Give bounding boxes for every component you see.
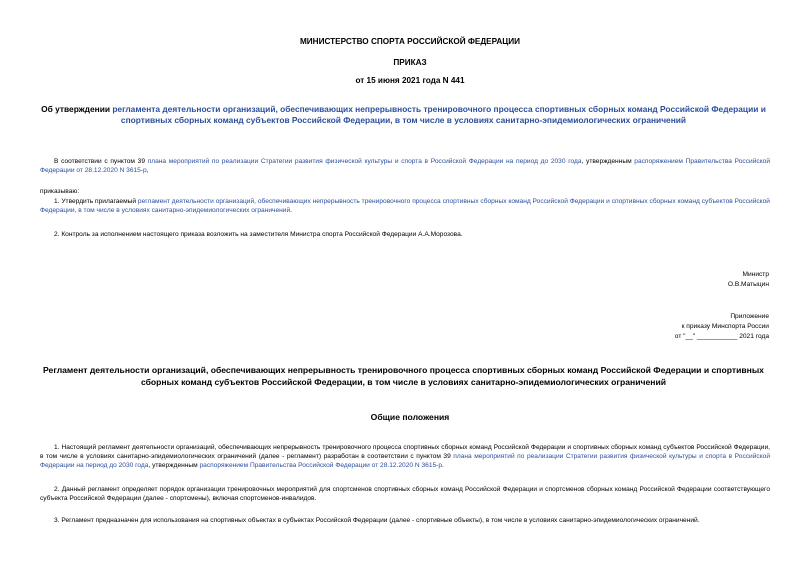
regulation-item-3: 3. Регламент предназначен для использования на спортивных объектах в субъектах Российской Федерации (далее - спортивные объекты), в том числе в условиях санитарно-эпидемиологических ограничений. <box>54 517 700 524</box>
order-date: от 15 июня 2021 года N 441 <box>355 76 465 85</box>
order-item-1 <box>40 197 770 215</box>
regulation-strategy-plan-link[interactable]: плана мероприятий по реализации Стратегии развития физической культуры и спорта в Российской Федерации на период до 2030 года <box>40 453 771 469</box>
section-heading-general: Общие положения <box>370 412 450 422</box>
regulation-item-1 <box>40 443 770 470</box>
preamble-text-c: , <box>146 167 149 174</box>
signature-title: Министр <box>742 271 769 278</box>
ministry-heading: МИНИСТЕРСТВО СПОРТА РОССИЙСКОЙ ФЕДЕРАЦИИ <box>299 37 521 46</box>
signature-name: О.В.Матыцин <box>727 281 769 288</box>
regulation-item-1-text-c: . <box>442 462 444 469</box>
preamble-text-a: В соответствии с пунктом 39 <box>54 158 148 165</box>
regulation-government-order-link[interactable]: распоряжением Правительства Российской Федерации от 28.12.2020 N 3615-р <box>199 462 443 469</box>
strategy-plan-link[interactable]: плана мероприятий по реализации Стратегии развития физической культуры и спорта в Российской Федерации на период до 2030 года <box>147 158 582 165</box>
regulation-title: Регламент деятельности организаций, обеспечивающих непрерывность тренировочного процесса спортивных сборных команд Российской Федерации и спортивных сборных команд субъектов Российской Федерации, в том числе в условиях санитарно-эпидемиологических ограничений <box>43 365 764 387</box>
regulation-item-1-text-b: , утвержденным <box>148 462 200 469</box>
appendix-label: Приложение <box>730 313 769 320</box>
order-subject <box>40 104 767 126</box>
preamble-text-b: , утвержденным <box>581 158 635 165</box>
appendix-date: от "__" ___________ 2021 года <box>674 333 769 340</box>
regulation-annex-link[interactable]: регламент деятельности организаций, обеспечивающих непрерывность тренировочного процесса спортивных сборных команд Российской Федерации и спортивных сборных команд субъектов Российской Федерации, в том числе в условиях санитарно-эпидемиологических ограничений <box>40 198 770 214</box>
appendix-reference: к приказу Минспорта России <box>681 323 769 330</box>
order-subject-prefix: Об утверждении <box>41 104 113 114</box>
order-item-2: 2. Контроль за исполнением настоящего приказа возложить на заместителя Министра спорта Российской Федерации А.А.Морозова. <box>54 231 463 238</box>
preamble-paragraph <box>40 157 770 175</box>
regulation-item-1-text-a: 1. Настоящий регламент деятельности организаций, обеспечивающих непрерывность тренировочного процесса спортивных сборных команд Российской Федерации и спортивных сборных команд субъектов Российской Федерации, в том числе в условиях санитарно-эпидемиологических ограничений (далее - регламент) разработан в соответствии с пунктом 39 <box>40 444 770 460</box>
government-order-link[interactable]: распоряжением Правительства Российской Федерации от 28.12.2020 N 3615-р <box>40 158 771 174</box>
order-item-1-text-b: . <box>290 207 292 214</box>
regulation-item-2: 2. Данный регламент определяет порядок организации тренировочных мероприятий для спортсменов спортивных сборных команд Российской Федерации и спортсменов сборных команд Российской Федерации соответствующего субъекта Российской Федерации (далее - спортсмены), включая спортсменов-инвалидов. <box>40 486 770 502</box>
order-heading: ПРИКАЗ <box>393 58 427 67</box>
order-item-1-text-a: 1. Утвердить прилагаемый <box>54 198 138 205</box>
regulation-link[interactable]: регламента деятельности организаций, обеспечивающих непрерывность тренировочного процесса спортивных сборных команд Российской Федерации и спортивных сборных команд субъектов Российской Федерации, в том числе в условиях санитарно-эпидемиологических ограничений <box>112 104 766 125</box>
order-directive: приказываю: <box>40 188 80 195</box>
